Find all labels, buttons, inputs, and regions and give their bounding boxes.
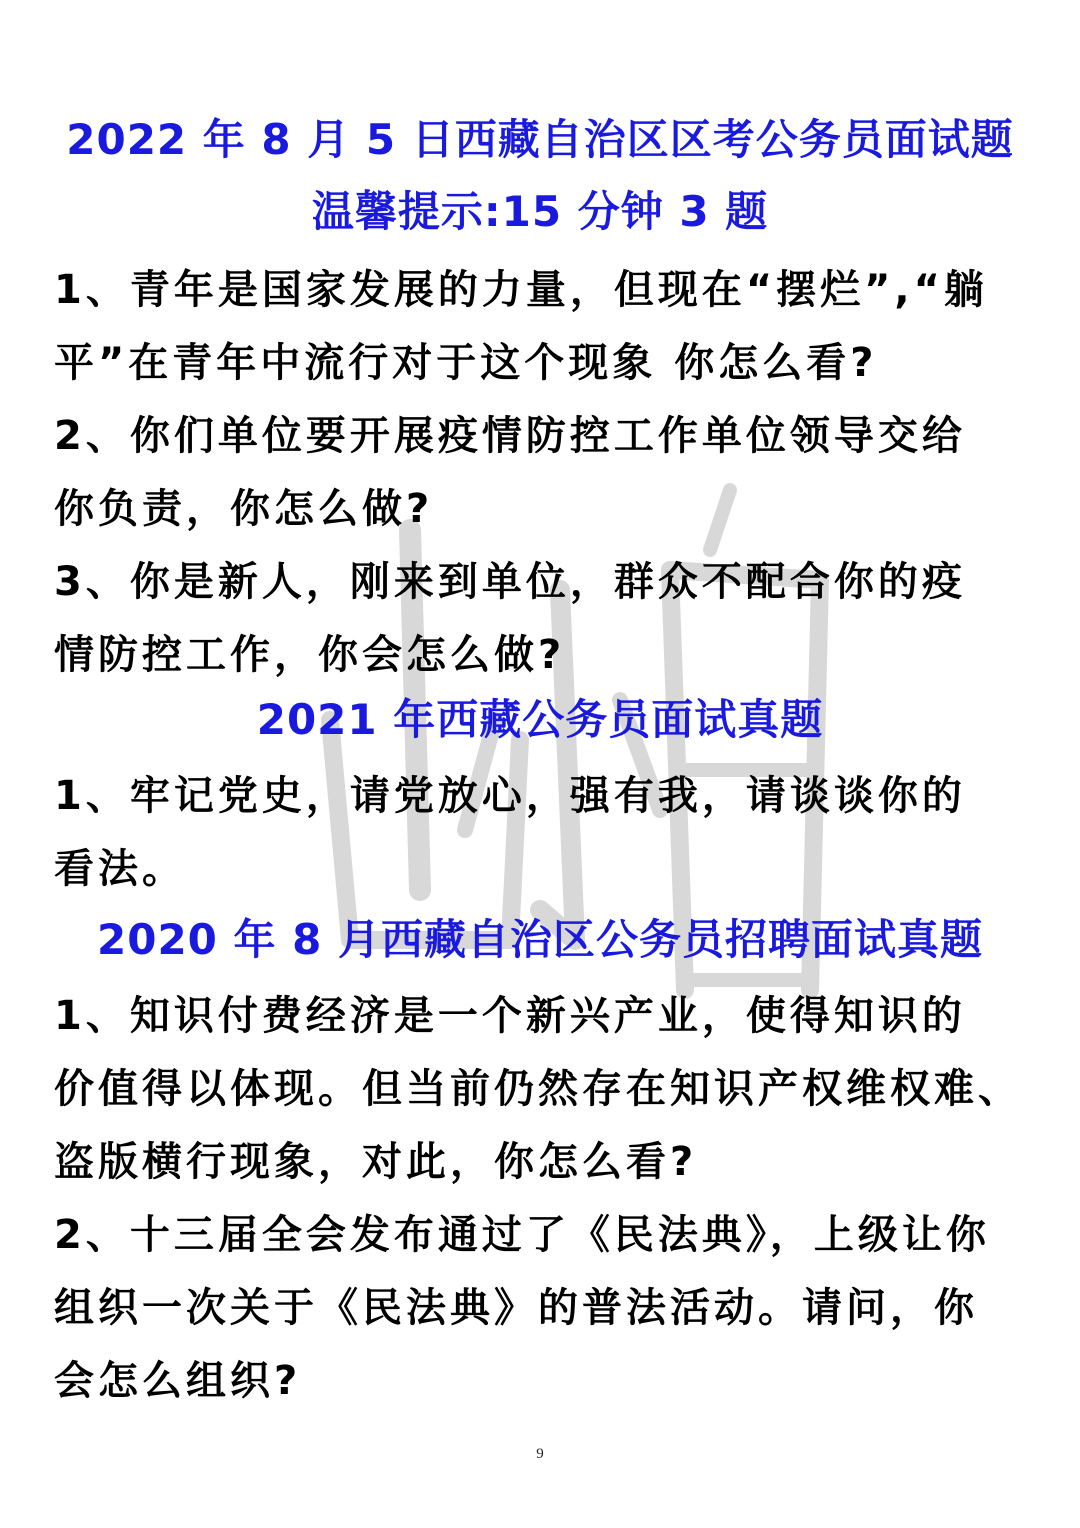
section-heading: 温馨提示:15 分钟 3 题 xyxy=(311,187,769,236)
question-line: 平”在青年中流行对于这个现象 你怎么看? xyxy=(54,340,878,386)
question-line: 1、青年是国家发展的力量，但现在“摆烂”,“躺 xyxy=(54,267,988,313)
question-line: 1、知识付费经济是一个新兴产业，使得知识的 xyxy=(54,993,966,1039)
question-line: 1、牢记党史，请党放心，强有我，请谈谈你的 xyxy=(54,773,966,819)
section-heading: 2020 年 8 月西藏自治区公务员招聘面试真题 xyxy=(97,915,983,964)
question-line: 3、你是新人，刚来到单位，群众不配合你的疫 xyxy=(54,559,966,605)
question-line: 看法。 xyxy=(54,846,186,892)
question-line: 组织一次关于《民法典》的普法活动。请问，你 xyxy=(54,1285,978,1331)
question-line: 会怎么组织? xyxy=(54,1358,302,1404)
question-line: 你负责，你怎么做? xyxy=(54,486,434,532)
question-line: 情防控工作，你会怎么做? xyxy=(54,632,566,678)
page-number: 9 xyxy=(536,1446,544,1462)
question-line: 2、十三届全会发布通过了《民法典》，上级让你 xyxy=(54,1212,990,1258)
section-heading: 2022 年 8 月 5 日西藏自治区区考公务员面试题 xyxy=(66,115,1014,164)
question-line: 盗版横行现象，对此，你怎么看? xyxy=(54,1139,698,1185)
question-line: 价值得以体现。但当前仍然存在知识产权维权难、 xyxy=(54,1066,1022,1112)
question-line: 2、你们单位要开展疫情防控工作单位领导交给 xyxy=(54,413,966,459)
section-heading: 2021 年西藏公务员面试真题 xyxy=(256,695,824,744)
